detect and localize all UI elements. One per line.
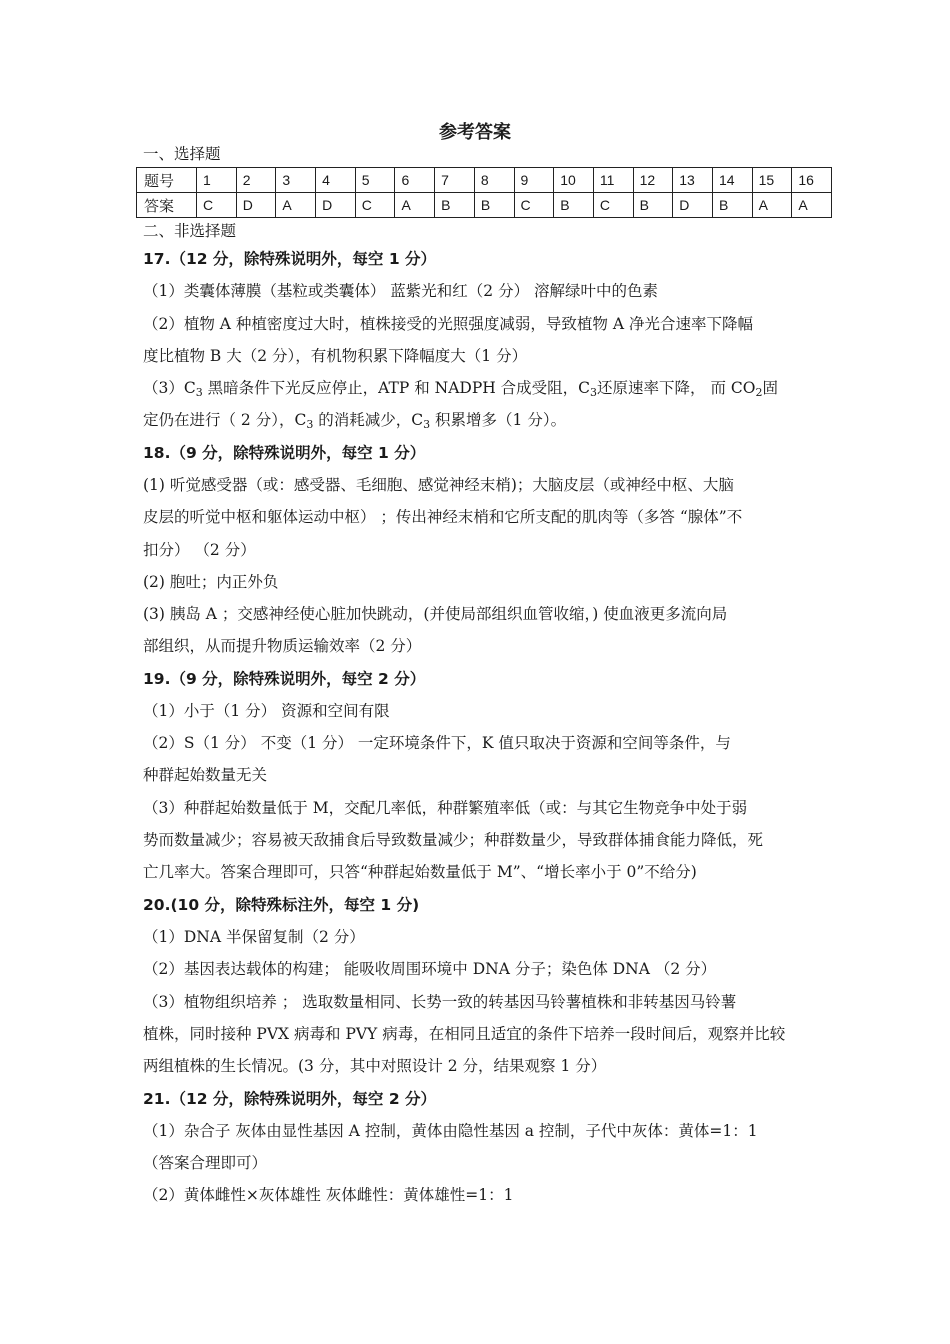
table-cell: A bbox=[395, 193, 435, 218]
table-cell: A bbox=[792, 193, 832, 218]
table-cell: 16 bbox=[792, 168, 832, 193]
table-cell: C bbox=[197, 193, 237, 218]
table-cell: 14 bbox=[712, 168, 752, 193]
table-cell: D bbox=[673, 193, 713, 218]
q21-line: （答案合理即可） bbox=[143, 1154, 268, 1172]
table-cell: A bbox=[276, 193, 316, 218]
table-cell: D bbox=[316, 193, 356, 218]
table-cell: D bbox=[236, 193, 276, 218]
q19-line: （3）种群起始数量低于 M，交配几率低，种群繁殖率低（或：与其它生物竞争中处于弱 bbox=[143, 799, 748, 817]
table-cell: B bbox=[474, 193, 514, 218]
table-cell: 13 bbox=[673, 168, 713, 193]
table-cell: C bbox=[355, 193, 395, 218]
q20-heading: 20.(10 分，除特殊标注外，每空 1 分) bbox=[143, 896, 420, 914]
q17-line: $(3)C_3$ 黑暗条件下光反应停止，ATP 和 NADPH 合成受阻，$C_3$还原速率下降， 而 $CO_2$固 bbox=[143, 379, 778, 399]
table-cell: 11 bbox=[593, 168, 633, 193]
q18-heading: 18.（9 分，除特殊说明外，每空 1 分） bbox=[143, 444, 426, 462]
table-cell: 8 bbox=[474, 168, 514, 193]
q18-line: (1) 听觉感受器（或：感受器、毛细胞、感觉神经末梢)；大脑皮层（或神经中枢、大脑 bbox=[143, 476, 734, 494]
q20-line: 两组植株的生长情况。(3 分，其中对照设计 2 分，结果观察 1 分） bbox=[143, 1057, 607, 1075]
q18-line: (2) 胞吐；内正外负 bbox=[143, 573, 279, 591]
q19-line: （2）S（1 分） 不变（1 分） 一定环境条件下，K 值只取决于资源和空间等条件，与 bbox=[143, 734, 731, 752]
table-cell: 15 bbox=[752, 168, 792, 193]
table-cell: B bbox=[712, 193, 752, 218]
table-cell: C bbox=[593, 193, 633, 218]
page-title: 参考答案 bbox=[439, 122, 511, 143]
table-cell: B bbox=[435, 193, 475, 218]
table-header-answer: 答案 bbox=[137, 193, 197, 218]
table-cell: A bbox=[752, 193, 792, 218]
q20-line: （1）DNA 半保留复制（2 分） bbox=[143, 928, 365, 946]
table-cell: 10 bbox=[554, 168, 594, 193]
q18-line: (3) 胰岛 A ；交感神经使心脏加快跳动，(并使局部组织血管收缩，) 使血液更多流向局 bbox=[143, 605, 728, 623]
table-cell: 4 bbox=[316, 168, 356, 193]
q21-line: （2）黄体雌性×灰体雄性 灰体雌性：黄体雄性=1：1 bbox=[143, 1186, 514, 1204]
q20-line: （3）植物组织培养 ； 选取数量相同、长势一致的转基因马铃薯植株和非转基因马铃薯 bbox=[143, 993, 737, 1011]
table-cell: 3 bbox=[276, 168, 316, 193]
q17-line: 度比植物 B 大（2 分），有机物积累下降幅度大（1 分） bbox=[143, 347, 528, 365]
table-cell: 1 bbox=[197, 168, 237, 193]
q20-line: 植株，同时接种 PVX 病毒和 PVY 病毒，在相同且适宜的条件下培养一段时间后，观察并比较 bbox=[143, 1025, 786, 1043]
table-cell: 2 bbox=[236, 168, 276, 193]
q18-line: 扣分） （2 分） bbox=[143, 541, 256, 559]
q19-heading: 19.（9 分，除特殊说明外，每空 2 分） bbox=[143, 670, 426, 688]
q17-heading: 17.（12 分，除特殊说明外，每空 1 分） bbox=[143, 250, 437, 268]
table-cell: C bbox=[514, 193, 554, 218]
section-nonchoice-heading: 二、非选择题 bbox=[143, 222, 237, 240]
q21-line: （1）杂合子 灰体由显性基因 A 控制，黄体由隐性基因 a 控制，子代中灰体：黄体=1：1 bbox=[143, 1122, 758, 1140]
q19-line: （1）小于（1 分） 资源和空间有限 bbox=[143, 702, 390, 720]
table-row-numbers bbox=[137, 168, 832, 193]
section-choice-heading: 一、选择题 bbox=[143, 145, 221, 163]
q19-line: 种群起始数量无关 bbox=[143, 766, 268, 784]
q18-line: 皮层的听觉中枢和躯体运动中枢） ；传出神经末梢和它所支配的肌肉等（多答 “腺体”不 bbox=[143, 508, 743, 526]
table-cell: 12 bbox=[633, 168, 673, 193]
answer-table bbox=[136, 167, 832, 218]
q17-line: （2）植物 A 种植密度过大时，植株接受的光照强度减弱，导致植物 A 净光合速率下降幅 bbox=[143, 315, 753, 333]
table-cell: 6 bbox=[395, 168, 435, 193]
table-cell: B bbox=[554, 193, 594, 218]
q20-line: （2）基因表达载体的构建； 能吸收周围环境中 DNA 分子；染色体 DNA （2 分） bbox=[143, 960, 717, 978]
table-cell: B bbox=[633, 193, 673, 218]
q19-line: 势而数量减少；容易被天敌捕食后导致数量减少；种群数量少，导致群体捕食能力降低，死 bbox=[143, 831, 764, 849]
q19-line: 亡几率大。答案合理即可，只答“种群起始数量低于 M”、“增长率小于 0”不给分) bbox=[143, 863, 697, 881]
table-cell: 7 bbox=[435, 168, 475, 193]
table-header-number: 题号 bbox=[137, 168, 197, 193]
table-cell: 9 bbox=[514, 168, 554, 193]
table-row-answers bbox=[137, 193, 832, 218]
q17-line: （1）类囊体薄膜（基粒或类囊体） 蓝紫光和红（2 分） 溶解绿叶中的色素 bbox=[143, 282, 659, 300]
q17-line: 定仍在进行（ 2 分），$C_3$ 的消耗减少，$C_3$ 积累增多（1 分）。 bbox=[143, 411, 567, 431]
q21-heading: 21.（12 分，除特殊说明外，每空 2 分） bbox=[143, 1090, 437, 1108]
table-cell: 5 bbox=[355, 168, 395, 193]
q18-line: 部组织，从而提升物质运输效率（2 分） bbox=[143, 637, 422, 655]
